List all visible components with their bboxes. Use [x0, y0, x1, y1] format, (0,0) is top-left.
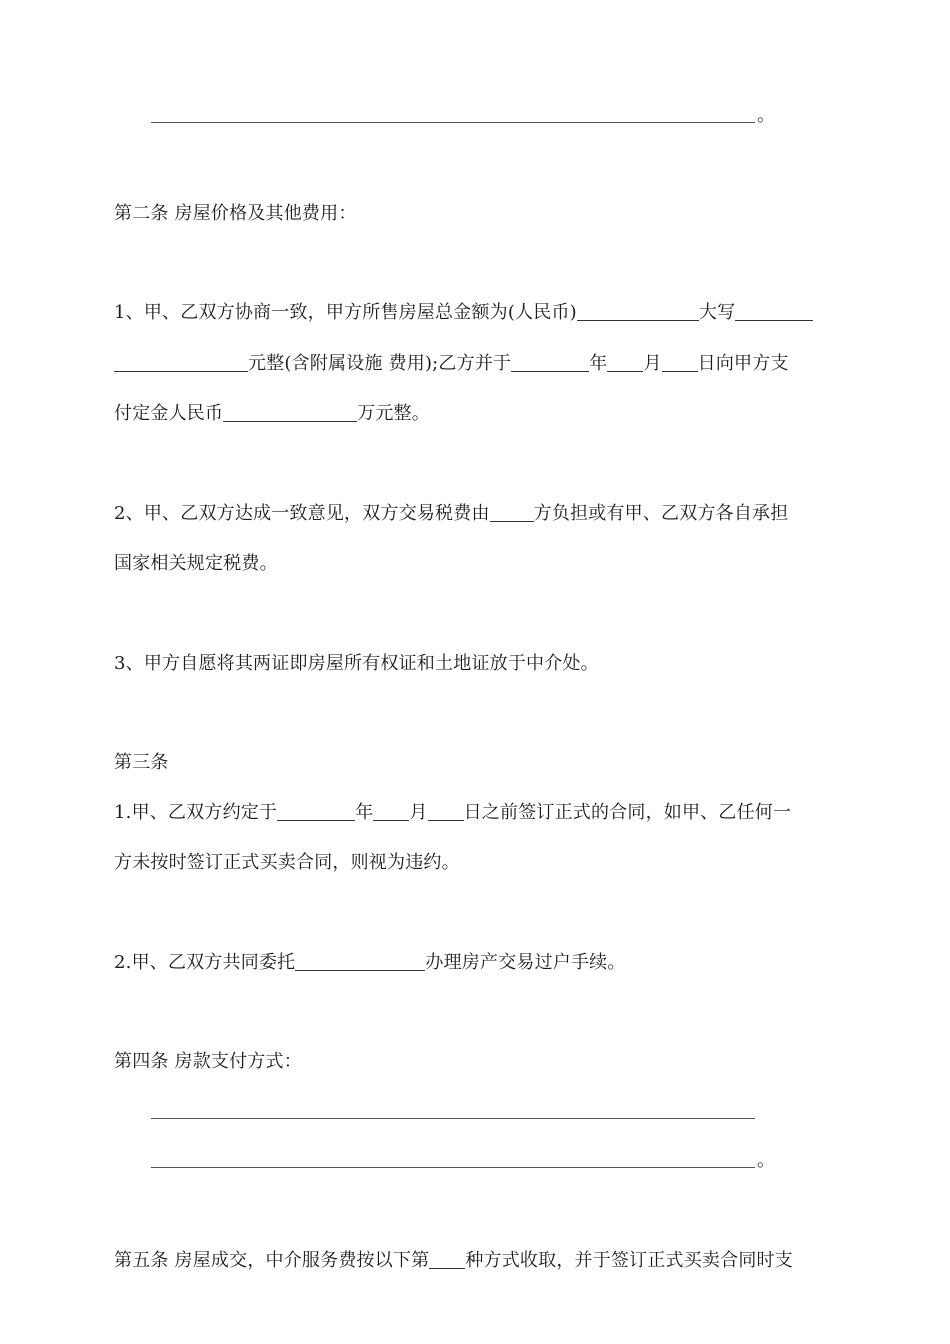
article-2-item-1-line-3 — [114, 402, 430, 426]
period-mark: 。 — [757, 105, 775, 126]
article-4-heading: 第四条 房款支付方式： — [114, 1051, 302, 1072]
article-3-item-1-line-2: 方未按时签订正式买卖合同，则视为违约。 — [114, 852, 460, 873]
text-segment: 日之前签订正式的合同，如甲、乙任何一 — [463, 802, 792, 823]
text-segment: 1.甲、乙双方约定于 — [114, 802, 278, 823]
blank-field — [735, 302, 813, 321]
text-segment: 2、甲、乙双方达成一致意见，双方交易税费由 — [114, 503, 490, 524]
text-segment: 月 — [643, 353, 662, 374]
text-segment: 办理房产交易过户手续。 — [425, 952, 626, 973]
article-5-line-1 — [114, 1249, 793, 1273]
blank-field — [373, 802, 409, 821]
article-2-item-2-line-2: 国家相关规定税费。 — [114, 553, 278, 574]
article-2-item-1-line-2 — [114, 352, 789, 376]
article-3-item-2 — [114, 951, 626, 975]
article-2-heading: 第二条 房屋价格及其他费用： — [114, 203, 357, 224]
text-segment: 年 — [589, 353, 608, 374]
text-segment: 万元整。 — [357, 403, 431, 424]
blank-field — [429, 1250, 465, 1269]
text-segment: 付定金人民币 — [114, 403, 224, 424]
article-3-item-1-line-1 — [114, 801, 791, 825]
blank-field — [277, 802, 355, 821]
blank-field — [428, 802, 464, 821]
fill-in-line — [151, 1118, 755, 1119]
article-2-item-1-line-1 — [114, 301, 813, 325]
fill-in-line — [151, 1167, 755, 1168]
blank-field — [607, 353, 643, 372]
blank-field — [490, 503, 534, 522]
blank-field — [295, 952, 425, 971]
article-2-item-3: 3、甲方自愿将其两证即房屋所有权证和土地证放于中介处。 — [114, 653, 599, 674]
text-segment: 第五条 房屋成交，中介服务费按以下第 — [114, 1250, 430, 1271]
text-segment: 方负担或有甲、乙双方各自承担 — [533, 503, 789, 524]
blank-field — [577, 302, 699, 321]
text-segment: 大写 — [698, 302, 736, 323]
text-segment: 日向甲方支 — [697, 353, 789, 374]
text-segment: 年 — [355, 802, 374, 823]
fill-in-line — [151, 122, 755, 123]
text-segment: 元整(含附属设施 费用);乙方并于 — [248, 353, 512, 374]
blank-field — [511, 353, 589, 372]
blank-field — [114, 353, 248, 372]
text-segment: 月 — [409, 802, 428, 823]
text-segment: 1、甲、乙双方协商一致，甲方所售房屋总金额为(人民币) — [114, 302, 577, 323]
article-2-item-2-line-1 — [114, 502, 788, 526]
blank-field — [223, 403, 357, 422]
article-3-heading: 第三条 — [114, 752, 169, 773]
blank-field — [662, 353, 698, 372]
period-mark: 。 — [757, 1150, 775, 1171]
text-segment: 种方式收取，并于签订正式买卖合同时支 — [465, 1250, 793, 1271]
text-segment: 2.甲、乙双方共同委托 — [114, 952, 296, 973]
